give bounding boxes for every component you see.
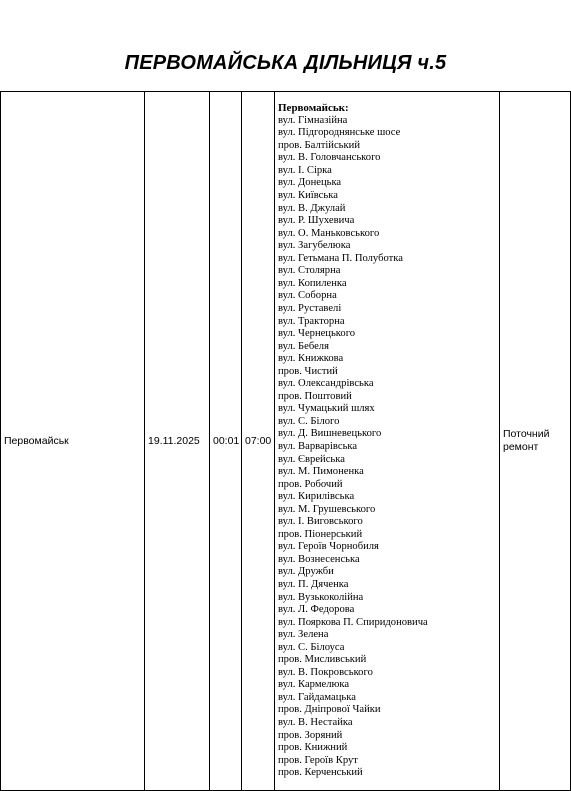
street-list	[278, 115, 496, 780]
street-item: вул. Гайдамацька	[278, 691, 356, 703]
street-item: вул. І. Сірка	[278, 164, 332, 176]
streets-header: Первомайськ:	[278, 102, 349, 115]
work-type-line2: ремонт	[503, 441, 539, 453]
street-item: пров. Дніпрової Чайки	[278, 704, 381, 716]
street-item: вул. Книжкова	[278, 353, 344, 365]
street-item: пров. Мисливський	[278, 654, 367, 666]
street-item: пров. Книжний	[278, 742, 348, 754]
street-item: пров. Керченський	[278, 767, 363, 779]
street-item: вул. О. Маньковського	[278, 227, 380, 239]
street-item: вул. С. Білого	[278, 415, 340, 427]
street-item: вул. В. Головчанського	[278, 152, 381, 164]
table-row	[1, 92, 571, 791]
street-item: вул. М. Грушевського	[278, 503, 376, 515]
street-item: пров. Чистий	[278, 365, 338, 377]
street-item: пров. Поштовий	[278, 390, 352, 402]
street-item: вул. Тракторна	[278, 315, 345, 327]
street-item: вул. Л. Федорова	[278, 604, 355, 616]
street-item: вул. С. Білоуса	[278, 641, 345, 653]
street-item: вул. Єврейська	[278, 453, 345, 465]
street-item: вул. Столярна	[278, 265, 341, 277]
street-item: вул. М. Пимоненка	[278, 466, 364, 478]
street-item: вул. Донецька	[278, 177, 342, 189]
date-cell: 19.11.2025	[145, 92, 210, 791]
street-item: вул. І. Виговського	[278, 516, 363, 528]
street-item: вул. Вузькоколійна	[278, 591, 364, 603]
streets-cell	[275, 92, 500, 791]
locality-cell: Первомайськ	[1, 92, 145, 791]
time-to-cell: 07:00	[242, 92, 275, 791]
street-item: вул. Копиленка	[278, 277, 347, 289]
street-item: вул. Д. Вишневецького	[278, 428, 382, 440]
street-item: пров. Зоряний	[278, 729, 343, 741]
street-item: вул. Гетьмана П. Полуботка	[278, 252, 403, 264]
street-item: вул. Підгороднянське шосе	[278, 127, 401, 139]
street-item: вул. Гімназійна	[278, 114, 348, 126]
street-item: вул. Кармелюка	[278, 679, 350, 691]
street-item: вул. Чернецького	[278, 328, 356, 340]
street-item: вул. Варварівська	[278, 440, 358, 452]
street-item: пров. Робочий	[278, 478, 343, 490]
street-item: вул. Загубелюка	[278, 240, 351, 252]
street-item: вул. В. Нестайка	[278, 717, 353, 728]
street-item: вул. Пояркова П. Спиридоновича	[278, 616, 428, 628]
street-item: вул. Зелена	[278, 629, 329, 641]
street-item: вул. В. Джулай	[278, 202, 346, 214]
street-item: вул. Руставелі	[278, 302, 342, 314]
street-item: вул. Олександрівська	[278, 378, 374, 390]
page-title: ПЕРВОМАЙСЬКА ДІЛЬНИЦЯ ч.5	[124, 52, 447, 74]
street-item: вул. В. Покровського	[278, 666, 373, 678]
street-item: вул. Вознесенська	[278, 553, 360, 565]
work-type-cell	[500, 92, 571, 791]
street-item: вул. Чумацький шлях	[278, 403, 375, 415]
street-item: вул. П. Дяченка	[278, 578, 349, 590]
work-type-line1: Поточний	[503, 428, 550, 440]
street-item: пров. Героїв Крут	[278, 754, 358, 766]
street-item: вул. Бебеля	[278, 340, 329, 352]
street-item: пров. Піонерський	[278, 528, 363, 540]
time-from-cell: 00:01	[210, 92, 242, 791]
street-item: вул. Кирилівська	[278, 491, 355, 503]
street-item: вул. Дружби	[278, 566, 334, 578]
street-item: пров. Балтійський	[278, 139, 360, 151]
street-item: вул. Р. Шухевича	[278, 215, 355, 227]
outage-schedule-table	[0, 91, 571, 791]
street-item: вул. Героїв Чорнобиля	[278, 541, 379, 553]
street-item: вул. Київська	[278, 190, 338, 202]
street-item: вул. Соборна	[278, 290, 337, 302]
